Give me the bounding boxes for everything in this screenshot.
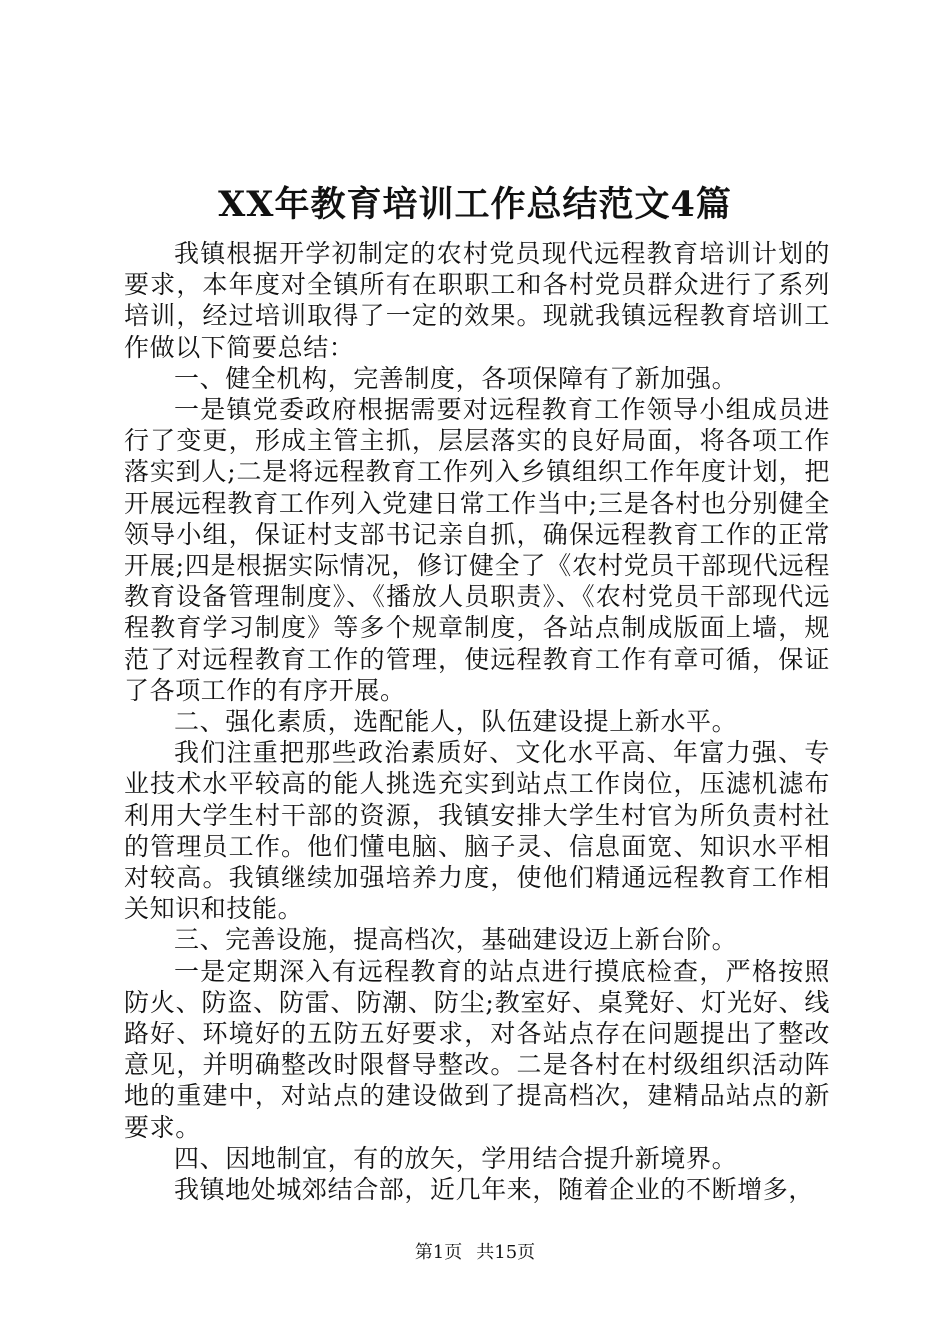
paragraph-section-3: 一是定期深入有远程教育的站点进行摸底检查，严格按照防火、防盗、防雷、防潮、防尘;教室好、桌凳好、灯光好、线路好、环境好的五防五好要求，对各站点存在问题提出了整改意见，并明确整改时限督导整改。二是各村在村级组织活动阵地的重建中，对站点的建设做到了提高档次，建精品站点的新要求。 (124, 956, 830, 1142)
document-title: XX年教育培训工作总结范文4篇 (218, 184, 732, 225)
section-heading-1: 一、健全机构，完善制度，各项保障有了新加强。 (174, 363, 738, 393)
page-footer (0, 1240, 950, 1266)
section-heading-4: 四、因地制宜，有的放矢，学用结合提升新境界。 (174, 1143, 738, 1173)
section-heading-3: 三、完善设施，提高档次，基础建设迈上新台阶。 (174, 925, 738, 955)
paragraph-section-4: 我镇地处城郊结合部，近几年来，随着企业的不断增多， (174, 1175, 815, 1205)
page-total: 共15页 (476, 1242, 536, 1263)
paragraph-intro: 我镇根据开学初制定的农村党员现代远程教育培训计划的要求，本年度对全镇所有在职职工和各村党员群众进行了系列培训，经过培训取得了一定的效果。现就我镇远程教育培训工作做以下简要总结： (124, 239, 830, 362)
document-body (124, 238, 830, 1205)
paragraph-section-1: 一是镇党委政府根据需要对远程教育工作领导小组成员进行了变更，形成主管主抓，层层落实的良好局面，将各项工作落实到人;二是将远程教育工作列入乡镇组织工作年度计划，把开展远程教育工作列入党建日常工作当中;三是各村也分别健全领导小组，保证村支部书记亲自抓，确保远程教育工作的正常开展;四是根据实际情况，修订健全了《农村党员干部现代远程教育设备管理制度》、《播放人员职责》、《农村党员干部现代远程教育学习制度》等多个规章制度，各站点制成版面上墙，规范了对远程教育工作的管理，使远程教育工作有章可循，保证了各项工作的有序开展。 (124, 395, 830, 705)
page-number: 第1页 (414, 1242, 463, 1263)
paragraph-section-2: 我们注重把那些政治素质好、文化水平高、年富力强、专业技术水平较高的能人挑选充实到站点工作岗位，压滤机滤布利用大学生村干部的资源，我镇安排大学生村官为所负责村社的管理员工作。他们懂电脑、脑子灵、信息面宽、知识水平相对较高。我镇继续加强培养力度，使他们精通远程教育工作相关知识和技能。 (124, 738, 830, 924)
section-heading-2: 二、强化素质，选配能人，队伍建设提上新水平。 (174, 707, 738, 737)
